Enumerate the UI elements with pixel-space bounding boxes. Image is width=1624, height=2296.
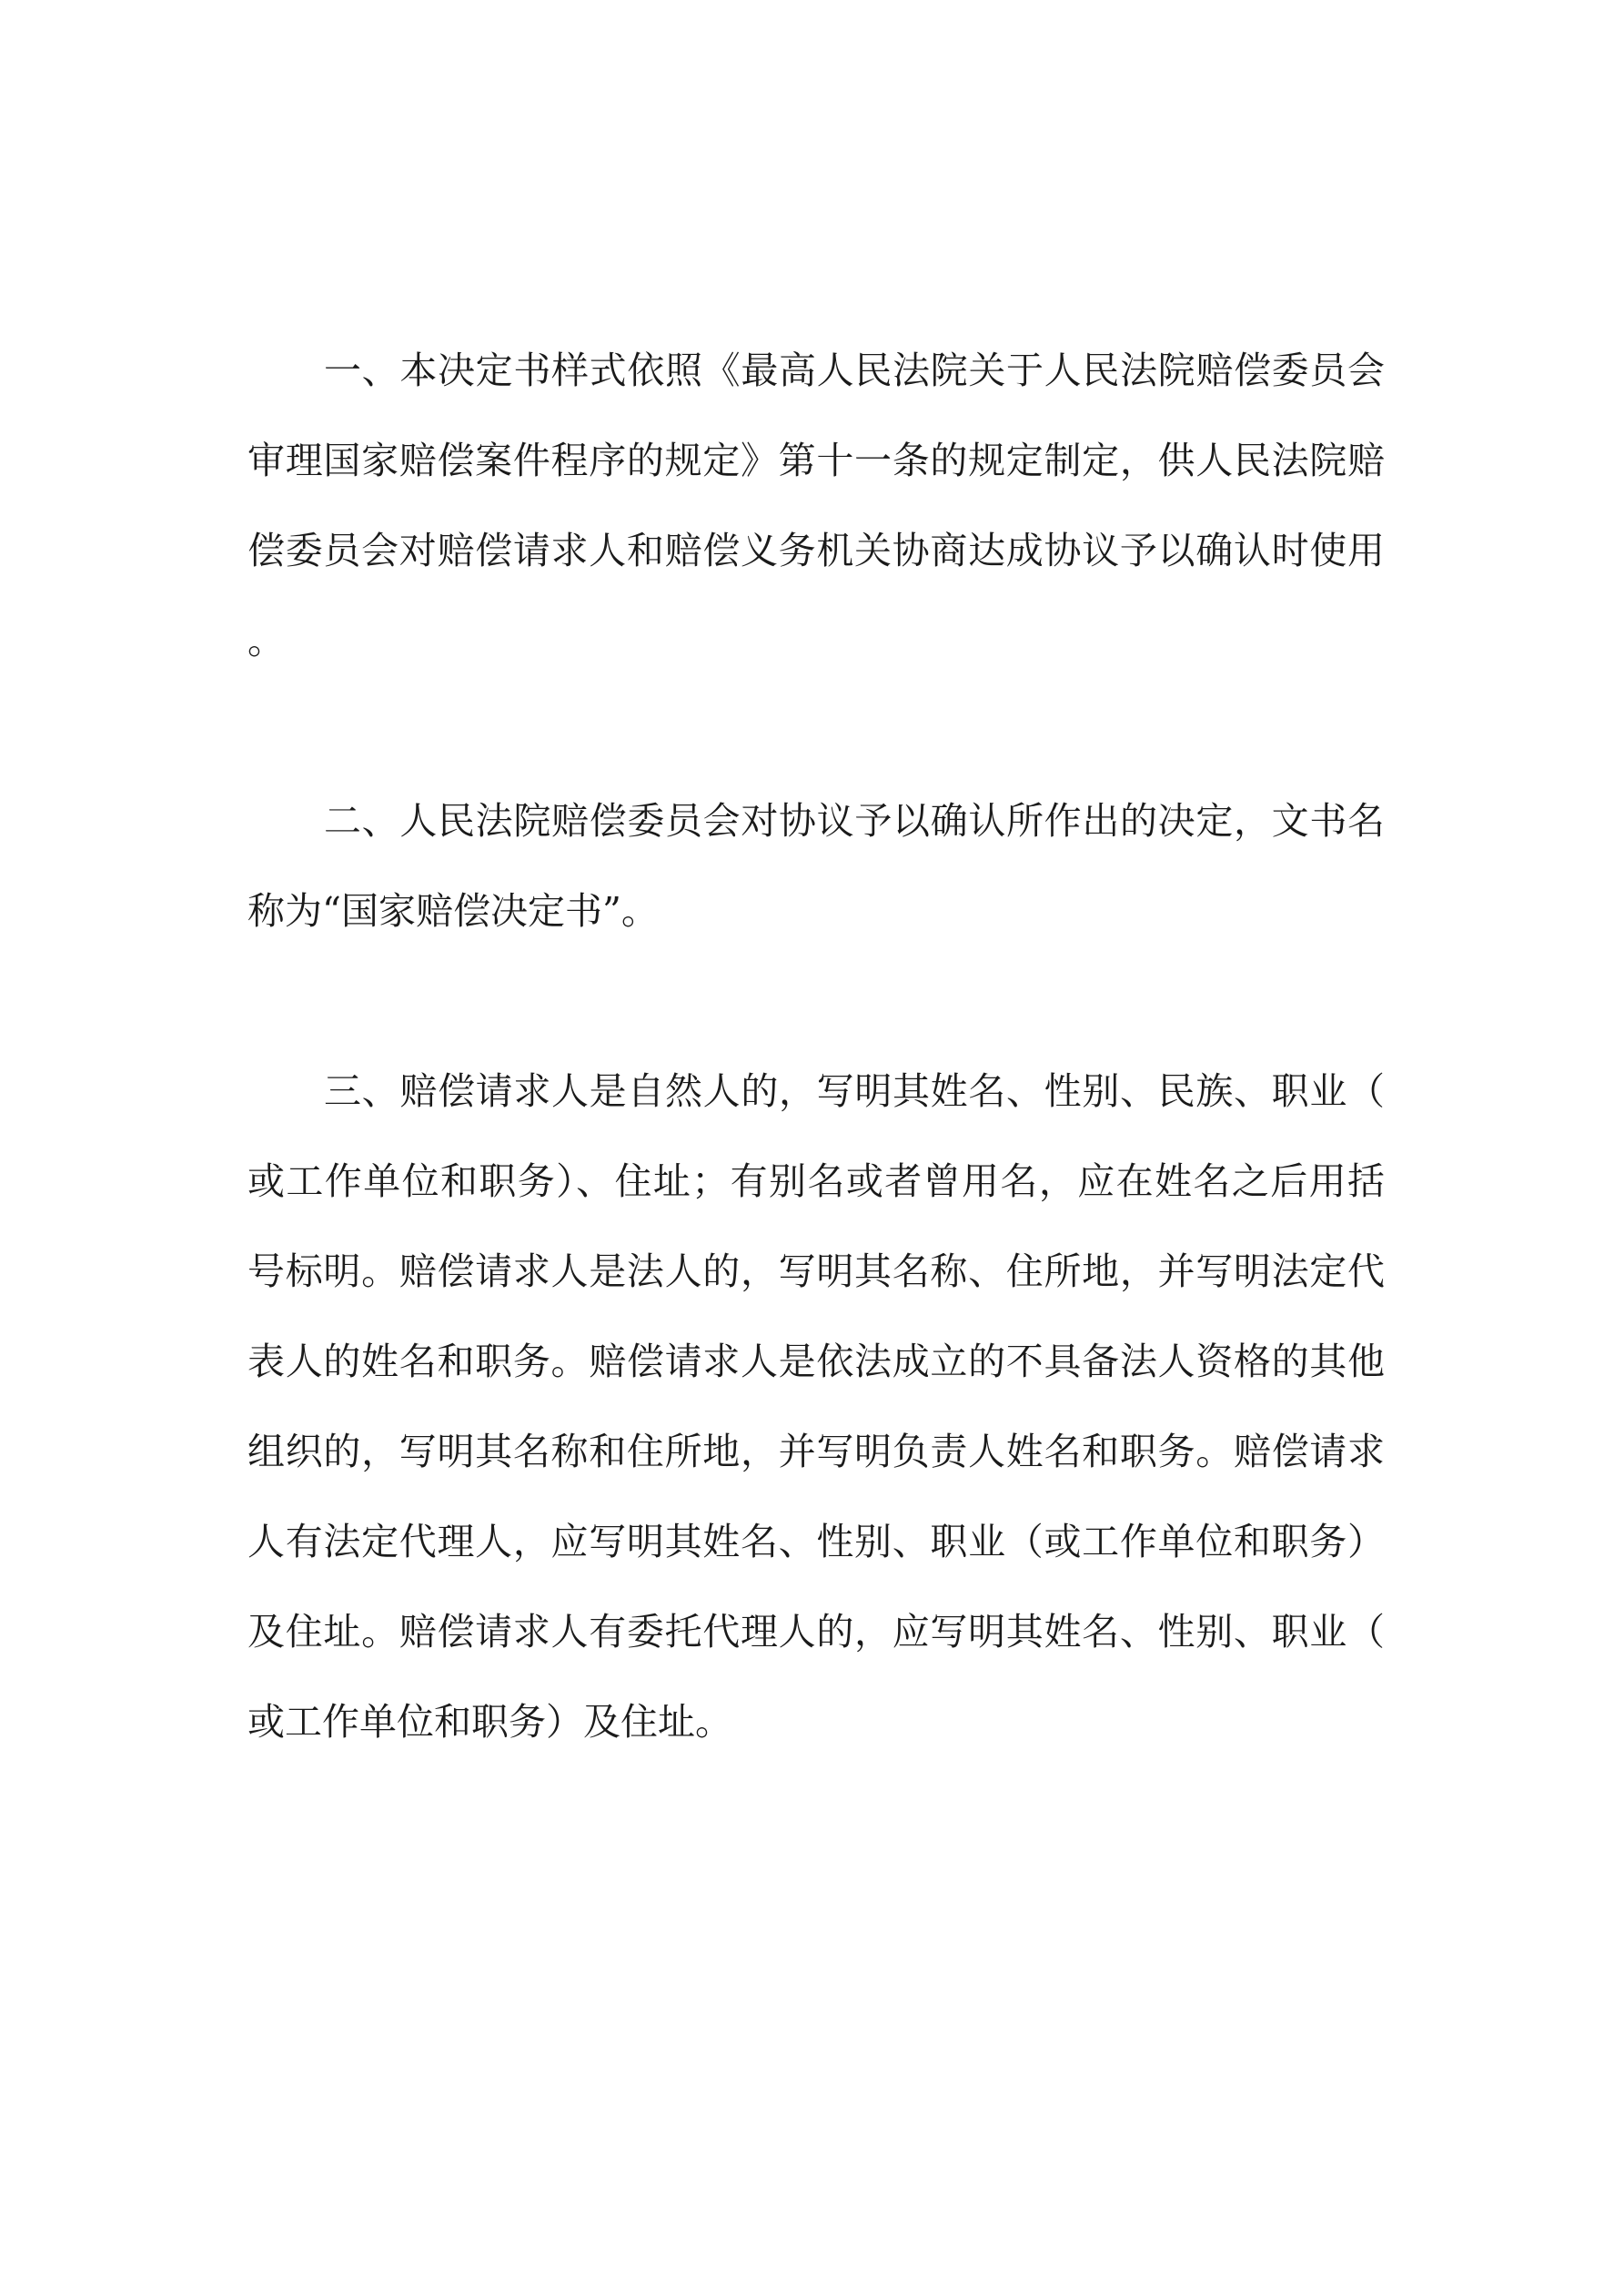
document-body bbox=[247, 326, 1385, 1767]
paragraph-3: 三、赔偿请求人是自然人的，写明其姓名、性别、民族、职业（或工作单位和职务）、住址；有别名或者曾用名，应在姓名之后用括号标明。赔偿请求人是法人的，写明其名称、住所地，并写明法定代表人的姓名和职务。赔偿请求人是依法成立的不具备法人资格的其他组织的，写明其名称和住所地，并写明负责人姓名和职务。赔偿请求人有法定代理人，应写明其姓名、性别、职业（或工作单位和职务）及住址。赔偿请求人有委托代理人的，应写明其姓名、性别、职业（或工作单位和职务）及住址。 bbox=[247, 1069, 1385, 1744]
paragraph-2: 二、人民法院赔偿委员会对协议予以确认所作出的决定，文书名称为“国家赔偿决定书”。 bbox=[247, 799, 1385, 933]
paragraph-1: 一、本决定书样式依照《最高人民法院关于人民法院赔偿委员会审理国家赔偿案件程序的规定》第十一条的规定制定，供人民法院赔偿委员会对赔偿请求人和赔偿义务机关协商达成协议予以确认时使用。 bbox=[247, 349, 1385, 663]
